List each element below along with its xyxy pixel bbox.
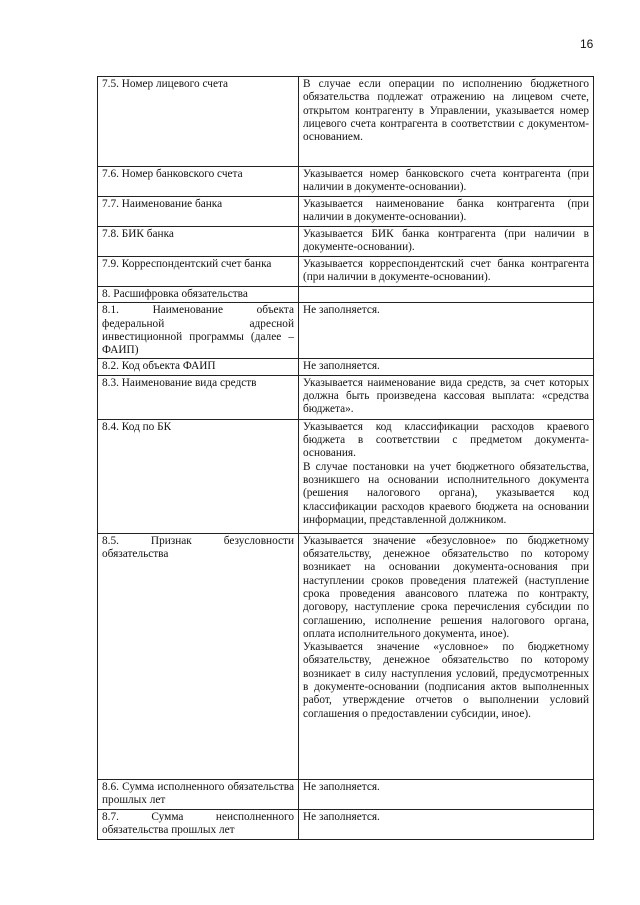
rule-paragraph: Не заполняется. [303, 304, 380, 317]
field-name-cell: 8.5. Признак безусловности обязательства [98, 533, 299, 779]
table-row [98, 227, 594, 257]
field-rule-cell [299, 257, 594, 287]
field-name-cell: 8.4. Код по БК [98, 419, 299, 533]
table-row [98, 809, 594, 839]
table-body [98, 77, 594, 840]
table-row [98, 257, 594, 287]
field-rule-cell [299, 77, 594, 167]
field-rule-cell [299, 809, 594, 839]
rule-paragraph: Указывается номер банковского счета контрагента (при наличии в документе-основании). [303, 168, 589, 194]
rule-paragraph: Указывается корреспондентский счет банка контрагента (при наличии в документе-основании). [303, 258, 589, 284]
rule-paragraph: В случае если операции по исполнению бюджетного обязательства подлежат отражению на лицевом счете, открытом контрагенту в Управлении, указывается номер лицевого счета контрагента в соответствии с документом-основанием. [303, 78, 589, 144]
rule-paragraph: Указывается наименование банка контрагента (при наличии в документе-основании). [303, 198, 589, 224]
field-name-cell: 7.6. Номер банковского счета [98, 167, 299, 197]
table-row [98, 359, 594, 375]
table-row [98, 167, 594, 197]
field-rule-cell [299, 197, 594, 227]
field-name-cell: 8.7. Сумма неисполненного обязательства прошлых лет [98, 809, 299, 839]
page-number: 16 [580, 37, 594, 51]
field-name-cell: 7.9. Корреспондентский счет банка [98, 257, 299, 287]
rule-paragraph: Указывается БИК банка контрагента (при наличии в документе-основании). [303, 228, 589, 254]
table-row [98, 77, 594, 167]
field-name-cell: 7.8. БИК банка [98, 227, 299, 257]
rule-paragraph: В случае постановки на учет бюджетного обязательства, возникшего на основании исполнительного документа (решения налогового органа), указывается код классификации расходов краевого бюджета на основании информации, представленной должником. [303, 460, 589, 526]
field-rule-cell [299, 419, 594, 533]
rule-paragraph: Указывается значение «условное» по бюджетному обязательству, денежное обязательство по которому возникает в силу наступления условий, предусмотренных в документе-основании (подписания актов выполненных работ, утверждение отчетов о выполнении условий соглашения о предоставлении субсидии, иное). [303, 641, 589, 720]
field-rule-cell [299, 533, 594, 779]
table-row [98, 197, 594, 227]
table-row [98, 303, 594, 359]
rule-paragraph: Указывается код классификации расходов краевого бюджета в соответствии с предметом документа-основания. [303, 420, 589, 460]
field-name-cell: 8.6. Сумма исполненного обязательства прошлых лет [98, 779, 299, 809]
field-name-cell: 7.5. Номер лицевого счета [98, 77, 299, 167]
field-name-cell: 7.7. Наименование банка [98, 197, 299, 227]
field-rule-cell [299, 359, 594, 375]
field-name-cell: 8.1. Наименование объекта федеральной адресной инвестиционной программы (далее – ФАИП) [98, 303, 299, 359]
field-name-cell: 8. Расшифровка обязательства [98, 287, 299, 303]
rule-paragraph: Указывается значение «безусловное» по бюджетному обязательству, денежное обязательство по которому возникает на основании документа-основания при наступлении сроков проведения платежей (наступление срока проведения авансового платежа по контракту, договору, наступление срока перечисления субсидии по соглашению, исполнение решения налогового органа, оплата исполнительного документа, иное). [303, 534, 589, 640]
rule-paragraph: Не заполняется. [303, 360, 380, 373]
field-rule-cell [299, 167, 594, 197]
rule-paragraph: Не заполняется. [303, 810, 380, 823]
rule-paragraph: Не заполняется. [303, 780, 380, 793]
field-rule-cell [299, 287, 594, 303]
table-row [98, 419, 594, 533]
field-description-table [97, 76, 594, 840]
field-rule-cell [299, 303, 594, 359]
table-row [98, 533, 594, 779]
table-row [98, 287, 594, 303]
rule-paragraph: Указывается наименование вида средств, за счет которых должна быть произведена кассовая выплата: «средства бюджета». [303, 376, 589, 416]
field-name-cell: 8.3. Наименование вида средств [98, 375, 299, 419]
field-name-cell: 8.2. Код объекта ФАИП [98, 359, 299, 375]
table-row [98, 779, 594, 809]
table-row [98, 375, 594, 419]
field-rule-cell [299, 227, 594, 257]
field-rule-cell [299, 779, 594, 809]
field-rule-cell [299, 375, 594, 419]
